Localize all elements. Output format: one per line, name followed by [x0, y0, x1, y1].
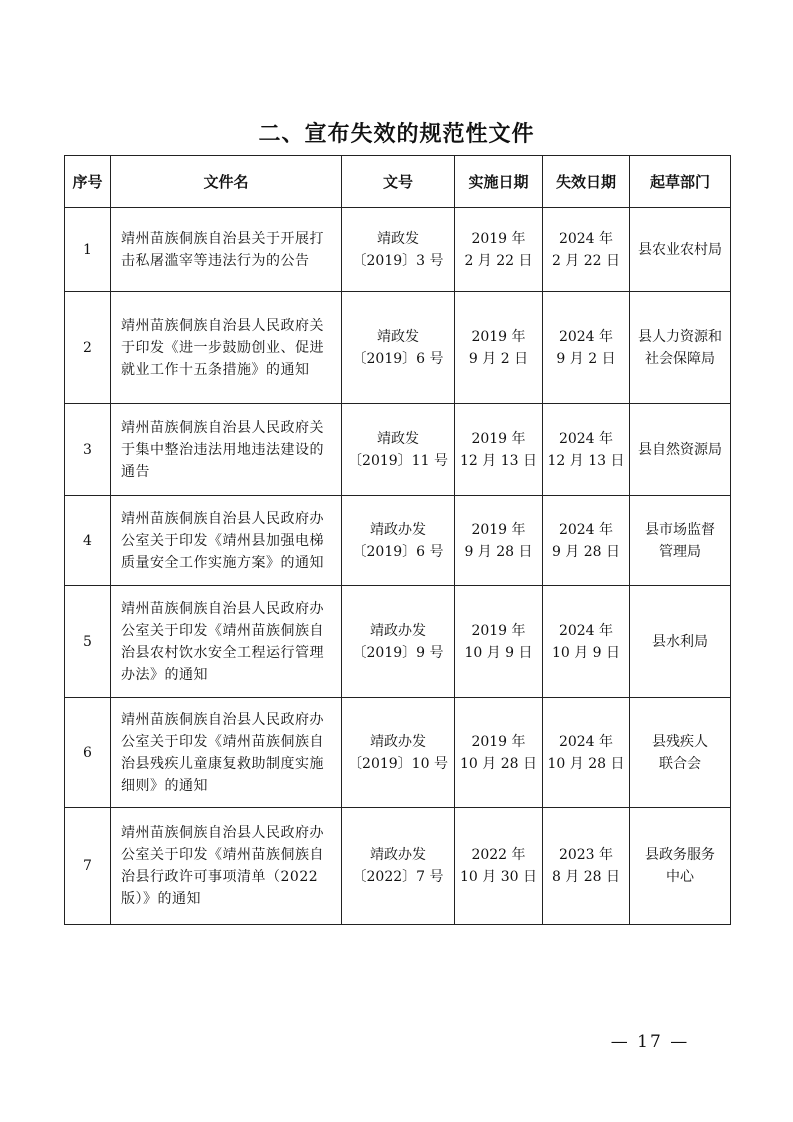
- cell-docno-line: 〔2019〕10 号: [348, 755, 448, 772]
- cell-start-date: [455, 808, 543, 925]
- cell-name: 靖州苗族侗族自治县人民政府关于集中整治违法用地违法建设的通告: [111, 404, 342, 496]
- cell-docno-line: 〔2022〕7 号: [352, 869, 444, 885]
- cell-dept: [630, 208, 731, 292]
- cell-end-date-line: 2024 年: [558, 622, 614, 639]
- cell-docno: [342, 496, 455, 586]
- cell-start-date-line: 10 月 28 日: [460, 755, 537, 772]
- cell-end-date: [543, 698, 630, 808]
- cell-end-date: [543, 292, 630, 404]
- cell-end-date: [543, 808, 630, 925]
- cell-start-date: [455, 404, 543, 496]
- cell-seq: 6: [65, 698, 111, 808]
- cell-dept: [630, 496, 731, 586]
- cell-seq: 1: [65, 208, 111, 292]
- cell-end-date-line: 10 月 9 日: [551, 644, 621, 661]
- cell-start-date-line: 2022 年: [471, 847, 526, 863]
- header-start-date: 实施日期: [455, 156, 543, 208]
- table-header-row: [65, 156, 731, 208]
- cell-name: 靖州苗族侗族自治县人民政府办公室关于印发《靖州苗族侗族自治县农村饮水安全工程运行管理办法》的通知: [111, 586, 342, 698]
- cell-name: 靖州苗族侗族自治县人民政府关于印发《进一步鼓励创业、促进就业工作十五条措施》的通知: [111, 292, 342, 404]
- cell-end-date-line: 2024 年: [558, 430, 614, 447]
- cell-docno: [342, 808, 455, 925]
- cell-end-date-line: 9 月 28 日: [551, 543, 621, 560]
- cell-end-date-line: 10 月 28 日: [547, 755, 625, 772]
- page-number: — 17 —: [610, 1032, 690, 1052]
- cell-dept-line: 县政务服务: [645, 847, 715, 863]
- cell-start-date: [455, 496, 543, 586]
- cell-start-date-line: 2019 年: [471, 733, 526, 750]
- cell-start-date-line: 2019 年: [471, 430, 526, 447]
- cell-docno-line: 〔2019〕11 号: [348, 452, 448, 469]
- cell-docno-line: 〔2019〕6 号: [352, 350, 444, 367]
- cell-docno-line: 靖政发: [377, 430, 419, 447]
- header-seq: 序号: [65, 156, 111, 208]
- cell-seq: 5: [65, 586, 111, 698]
- cell-end-date-line: 2024 年: [558, 230, 614, 247]
- cell-start-date-line: 9 月 28 日: [464, 543, 533, 560]
- cell-end-date: [543, 496, 630, 586]
- cell-dept-line: 县市场监督: [645, 521, 715, 538]
- cell-start-date-line: 10 月 9 日: [464, 644, 533, 661]
- cell-name: 靖州苗族侗族自治县人民政府办公室关于印发《靖州苗族侗族自治县残疾儿童康复救助制度实施细则》的通知: [111, 698, 342, 808]
- cell-docno-line: 〔2019〕9 号: [352, 644, 444, 661]
- cell-docno-line: 靖政办发: [370, 521, 426, 538]
- table-row: [65, 698, 731, 808]
- cell-start-date-line: 2019 年: [471, 328, 526, 345]
- cell-docno: [342, 292, 455, 404]
- header-dept: 起草部门: [630, 156, 731, 208]
- table-row: [65, 586, 731, 698]
- cell-dept-line: 县水利局: [652, 633, 708, 650]
- table-row: [65, 208, 731, 292]
- cell-docno-line: 靖政办发: [370, 847, 426, 863]
- cell-seq: 7: [65, 808, 111, 925]
- cell-end-date-line: 2024 年: [558, 733, 614, 750]
- cell-name: 靖州苗族侗族自治县人民政府办公室关于印发《靖州县加强电梯质量安全工作实施方案》的通知: [111, 496, 342, 586]
- cell-start-date-line: 2019 年: [471, 622, 526, 639]
- cell-docno: [342, 404, 455, 496]
- cell-dept-line: 县残疾人: [652, 733, 708, 750]
- cell-docno-line: 〔2019〕3 号: [352, 252, 444, 269]
- cell-docno-line: 靖政发: [377, 230, 419, 247]
- cell-start-date: [455, 698, 543, 808]
- cell-start-date-line: 9 月 2 日: [468, 350, 529, 367]
- cell-end-date: [543, 404, 630, 496]
- cell-docno: [342, 698, 455, 808]
- cell-dept: [630, 808, 731, 925]
- cell-end-date-line: 2024 年: [558, 521, 614, 538]
- cell-start-date-line: 2019 年: [471, 521, 526, 538]
- cell-dept-line: 联合会: [659, 755, 701, 772]
- cell-dept: [630, 292, 731, 404]
- cell-docno-line: 靖政办发: [370, 733, 426, 750]
- cell-seq: 2: [65, 292, 111, 404]
- cell-end-date-line: 2 月 22 日: [551, 252, 621, 269]
- cell-start-date: [455, 208, 543, 292]
- cell-docno-line: 靖政办发: [370, 622, 426, 639]
- table-row: [65, 292, 731, 404]
- cell-dept: [630, 586, 731, 698]
- cell-name: 靖州苗族侗族自治县关于开展打击私屠滥宰等违法行为的公告: [111, 208, 342, 292]
- cell-end-date-line: 2023 年: [558, 847, 614, 863]
- cell-docno: [342, 586, 455, 698]
- header-end-date: 失效日期: [543, 156, 630, 208]
- table-row: [65, 404, 731, 496]
- page-title: 二、宣布失效的规范性文件: [258, 122, 535, 147]
- cell-end-date-line: 9 月 2 日: [556, 350, 616, 367]
- cell-end-date-line: 12 月 13 日: [547, 452, 625, 469]
- cell-start-date-line: 2 月 22 日: [464, 252, 533, 269]
- cell-dept-line: 管理局: [659, 543, 701, 560]
- cell-name: 靖州苗族侗族自治县人民政府办公室关于印发《靖州苗族侗族自治县行政许可事项清单（2022 版）》的通知: [111, 808, 342, 925]
- header-docno: 文号: [342, 156, 455, 208]
- cell-dept-line: 社会保障局: [645, 350, 715, 367]
- cell-dept: [630, 698, 731, 808]
- cell-end-date-line: 8 月 28 日: [551, 869, 621, 885]
- cell-docno-line: 靖政发: [377, 328, 419, 345]
- cell-docno: [342, 208, 455, 292]
- cell-seq: 3: [65, 404, 111, 496]
- cell-dept: [630, 404, 731, 496]
- cell-start-date-line: 2019 年: [471, 230, 526, 247]
- table-row: [65, 496, 731, 586]
- cell-seq: 4: [65, 496, 111, 586]
- cell-end-date: [543, 586, 630, 698]
- table-row: [65, 808, 731, 925]
- cell-docno-line: 〔2019〕6 号: [352, 543, 444, 560]
- cell-start-date-line: 12 月 13 日: [460, 452, 537, 469]
- invalid-documents-table: [64, 155, 731, 925]
- header-name: 文件名: [111, 156, 342, 208]
- cell-start-date: [455, 292, 543, 404]
- cell-start-date-line: 10 月 30 日: [460, 869, 537, 885]
- cell-end-date-line: 2024 年: [558, 328, 614, 345]
- cell-dept-line: 县农业农村局: [638, 241, 722, 258]
- cell-dept-line: 中心: [666, 869, 694, 885]
- cell-dept-line: 县自然资源局: [638, 441, 722, 458]
- cell-end-date: [543, 208, 630, 292]
- cell-start-date: [455, 586, 543, 698]
- cell-dept-line: 县人力资源和: [638, 328, 722, 345]
